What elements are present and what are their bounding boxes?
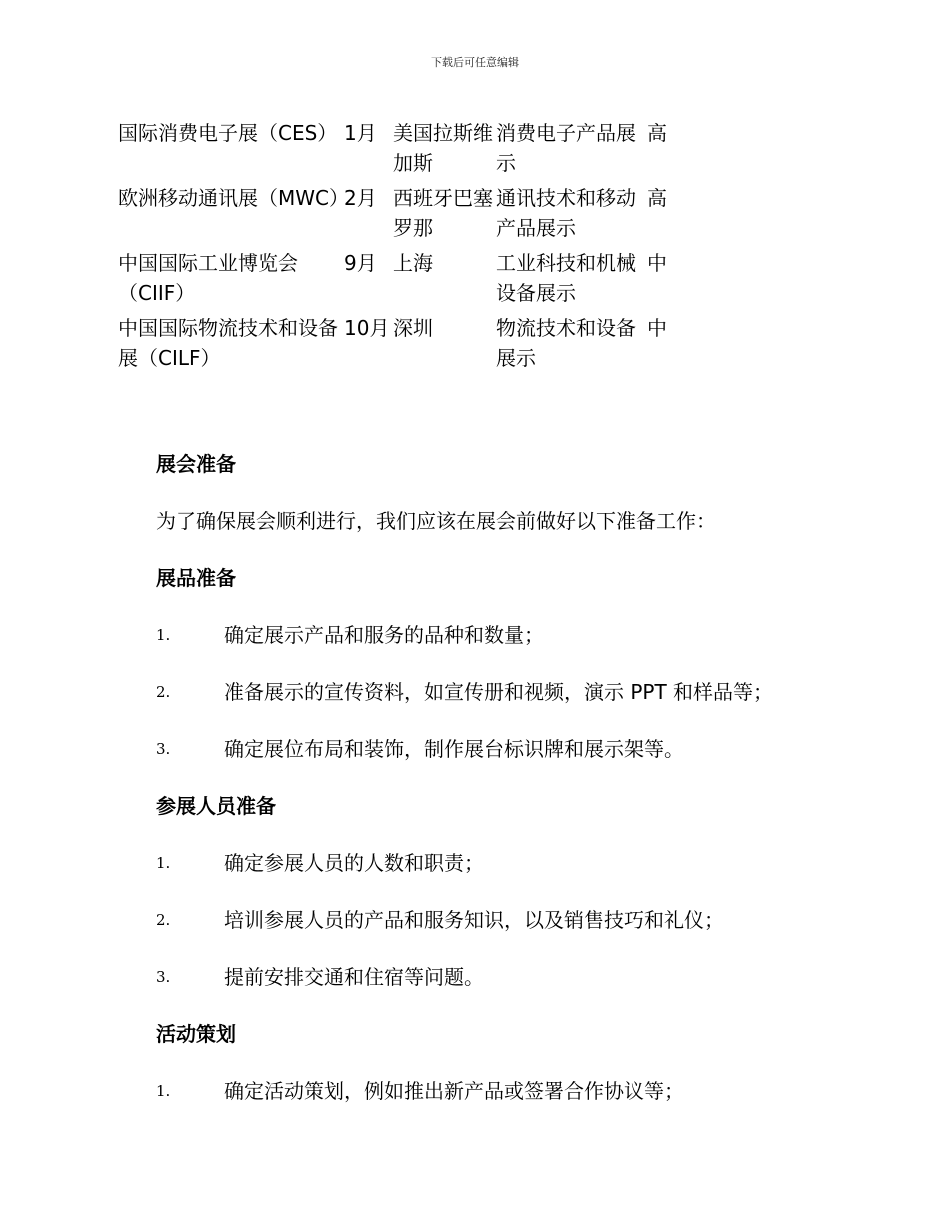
expo-level-cell: 高 — [647, 186, 667, 210]
list-item — [156, 904, 856, 936]
section-heading-activities: 活动策划 — [156, 1022, 236, 1046]
list-item — [156, 1075, 856, 1107]
expo-level-cell: 高 — [647, 121, 667, 145]
section-heading-exhibits: 展品准备 — [156, 566, 236, 590]
list-text: 确定活动策划，例如推出新产品或签署合作协议等； — [224, 1079, 684, 1103]
expo-city-cell: 西班牙巴塞罗那 — [393, 186, 493, 240]
expo-city-cell: 深圳 — [393, 316, 433, 340]
list-item — [156, 619, 856, 651]
page-header-note: 下载后可任意编辑 — [431, 56, 519, 69]
expo-month-cell: 9月 — [344, 251, 377, 275]
document-body — [156, 448, 856, 1107]
exhibition-table — [118, 118, 687, 378]
list-number: 3. — [156, 968, 171, 986]
list-number: 2. — [156, 683, 171, 701]
expo-desc-cell: 工业科技和机械设备展示 — [496, 251, 636, 305]
list-number: 1. — [156, 854, 171, 872]
list-text: 培训参展人员的产品和服务知识，以及销售技巧和礼仪； — [224, 908, 724, 932]
list-number: 1. — [156, 626, 171, 644]
expo-desc-cell: 通讯技术和移动产品展示 — [496, 186, 636, 240]
list-text: 提前安排交通和住宿等问题。 — [224, 965, 484, 989]
expo-desc-cell: 消费电子产品展示 — [496, 121, 636, 175]
list-text: 确定展示产品和服务的品种和数量； — [224, 623, 544, 647]
expo-city-cell: 上海 — [393, 251, 433, 275]
list-number: 3. — [156, 740, 171, 758]
table-row — [118, 313, 687, 378]
section-heading-prep: 展会准备 — [156, 452, 236, 476]
list-text: 确定展位布局和装饰，制作展台标识牌和展示架等。 — [224, 737, 684, 761]
expo-month-cell: 2月 — [344, 186, 377, 210]
expo-month-cell: 10月 — [344, 316, 390, 340]
expo-city-cell: 美国拉斯维加斯 — [393, 121, 493, 175]
list-text: 准备展示的宣传资料，如宣传册和视频，演示 PPT 和样品等； — [224, 680, 774, 704]
list-item — [156, 961, 856, 993]
list-item — [156, 733, 856, 765]
expo-level-cell: 中 — [647, 316, 667, 340]
expo-name-cell: 中国国际物流技术和设备展（CILF） — [118, 316, 338, 370]
expo-name-cell: 国际消费电子展（CES） — [118, 121, 338, 145]
table-row — [118, 183, 687, 248]
list-number: 1. — [156, 1082, 171, 1100]
expo-name-cell: 中国国际工业博览会（CIIF） — [118, 251, 298, 305]
table-row — [118, 118, 687, 183]
list-text: 确定参展人员的人数和职责； — [224, 851, 484, 875]
list-item — [156, 676, 856, 708]
list-number: 2. — [156, 911, 171, 929]
table-row — [118, 248, 687, 313]
intro-paragraph: 为了确保展会顺利进行，我们应该在展会前做好以下准备工作： — [156, 509, 716, 533]
expo-level-cell: 中 — [647, 251, 667, 275]
section-heading-staff: 参展人员准备 — [156, 794, 276, 818]
expo-name-cell: 欧洲移动通讯展（MWC） — [118, 186, 349, 210]
expo-desc-cell: 物流技术和设备展示 — [496, 316, 636, 370]
list-item — [156, 847, 856, 879]
expo-month-cell: 1月 — [344, 121, 377, 145]
